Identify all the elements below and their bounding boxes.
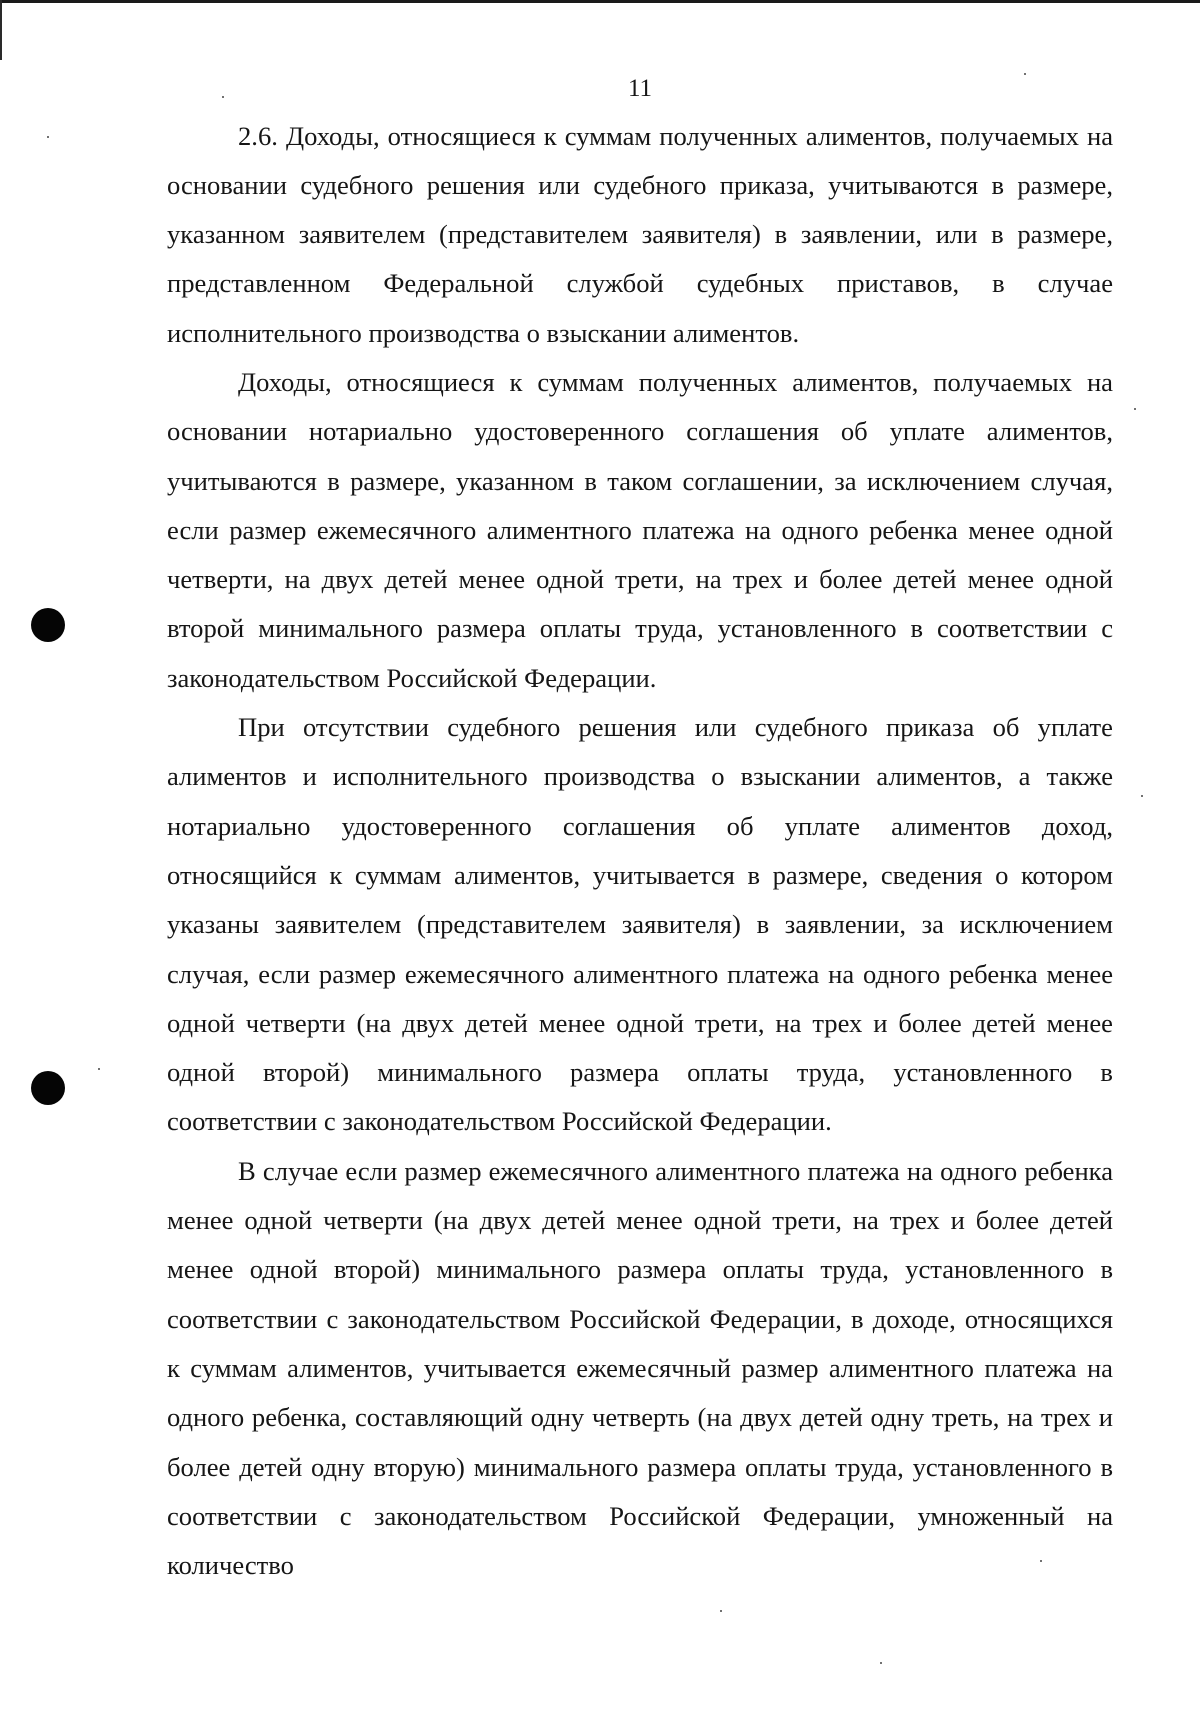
scan-speck <box>1134 408 1136 410</box>
scan-speck <box>880 1662 882 1664</box>
scan-top-border <box>0 0 1200 3</box>
page-number: 11 <box>627 75 653 102</box>
paragraph-no-court-decision: При отсутствии судебного решения или судебного приказа об уплате алиментов и исполнительного производства о взыскании алиментов, а также нотариально удостоверенного соглашения об уплате алиментов доход, относящийся к суммам алиментов, учитывается в размере, сведения о котором указаны заявителем (представителем заявителя) в заявлении, за исключением случая, если размер ежемесячного алиментного платежа на одного ребенка менее одной четверти (на двух детей менее одной трети, на трех и более детей менее одной второй) минимального размера оплаты труда, установленного в соответствии с законодательством Российской Федерации. <box>167 712 1113 1137</box>
scan-speck <box>1141 795 1143 797</box>
scan-speck <box>720 1610 722 1612</box>
scan-left-edge <box>0 0 2 60</box>
scan-speck <box>98 1068 100 1070</box>
paragraph-minimum-payment: В случае если размер ежемесячного алиментного платежа на одного ребенка менее одной четверти (на двух детей менее одной трети, на трех и более детей менее одной второй) минимального размера оплаты труда, установленного в соответствии с законодательством Российской Федерации, в доходе, относящихся к суммам алиментов, учитывается ежемесячный размер алиментного платежа на одного ребенка, составляющий одну четверть (на двух детей одну треть, на трех и более детей одну вторую) минимального размера оплаты труда, установленного в соответствии с законодательством Российской Федерации, умноженный на количество <box>167 1155 1113 1581</box>
punch-hole-mark <box>31 608 65 642</box>
punch-hole-mark <box>31 1071 65 1105</box>
scan-speck <box>47 136 49 138</box>
scan-speck <box>1040 1560 1042 1562</box>
document-body <box>167 112 1113 1591</box>
scan-speck <box>222 96 224 98</box>
paragraph-notarial-agreement: Доходы, относящиеся к суммам полученных алиментов, получаемых на основании нотариально удостоверенного соглашения об уплате алиментов, учитываются в размере, указанном в таком соглашении, за исключением случая, если размер ежемесячного алиментного платежа на одного ребенка менее одной четверти, на двух детей менее одной трети, на трех и более детей менее одной второй минимального размера оплаты труда, установленного в соответствии с законодательством Российской Федерации. <box>167 366 1113 693</box>
paragraph-2-6: 2.6. Доходы, относящиеся к суммам полученных алиментов, получаемых на основании судебного решения или судебного приказа, учитываются в размере, указанном заявителем (представителем заявителя) в заявлении, или в размере, представленном Федеральной службой судебных приставов, в случае исполнительного производства о взыскании алиментов. <box>167 120 1113 348</box>
scan-speck <box>1024 73 1026 75</box>
